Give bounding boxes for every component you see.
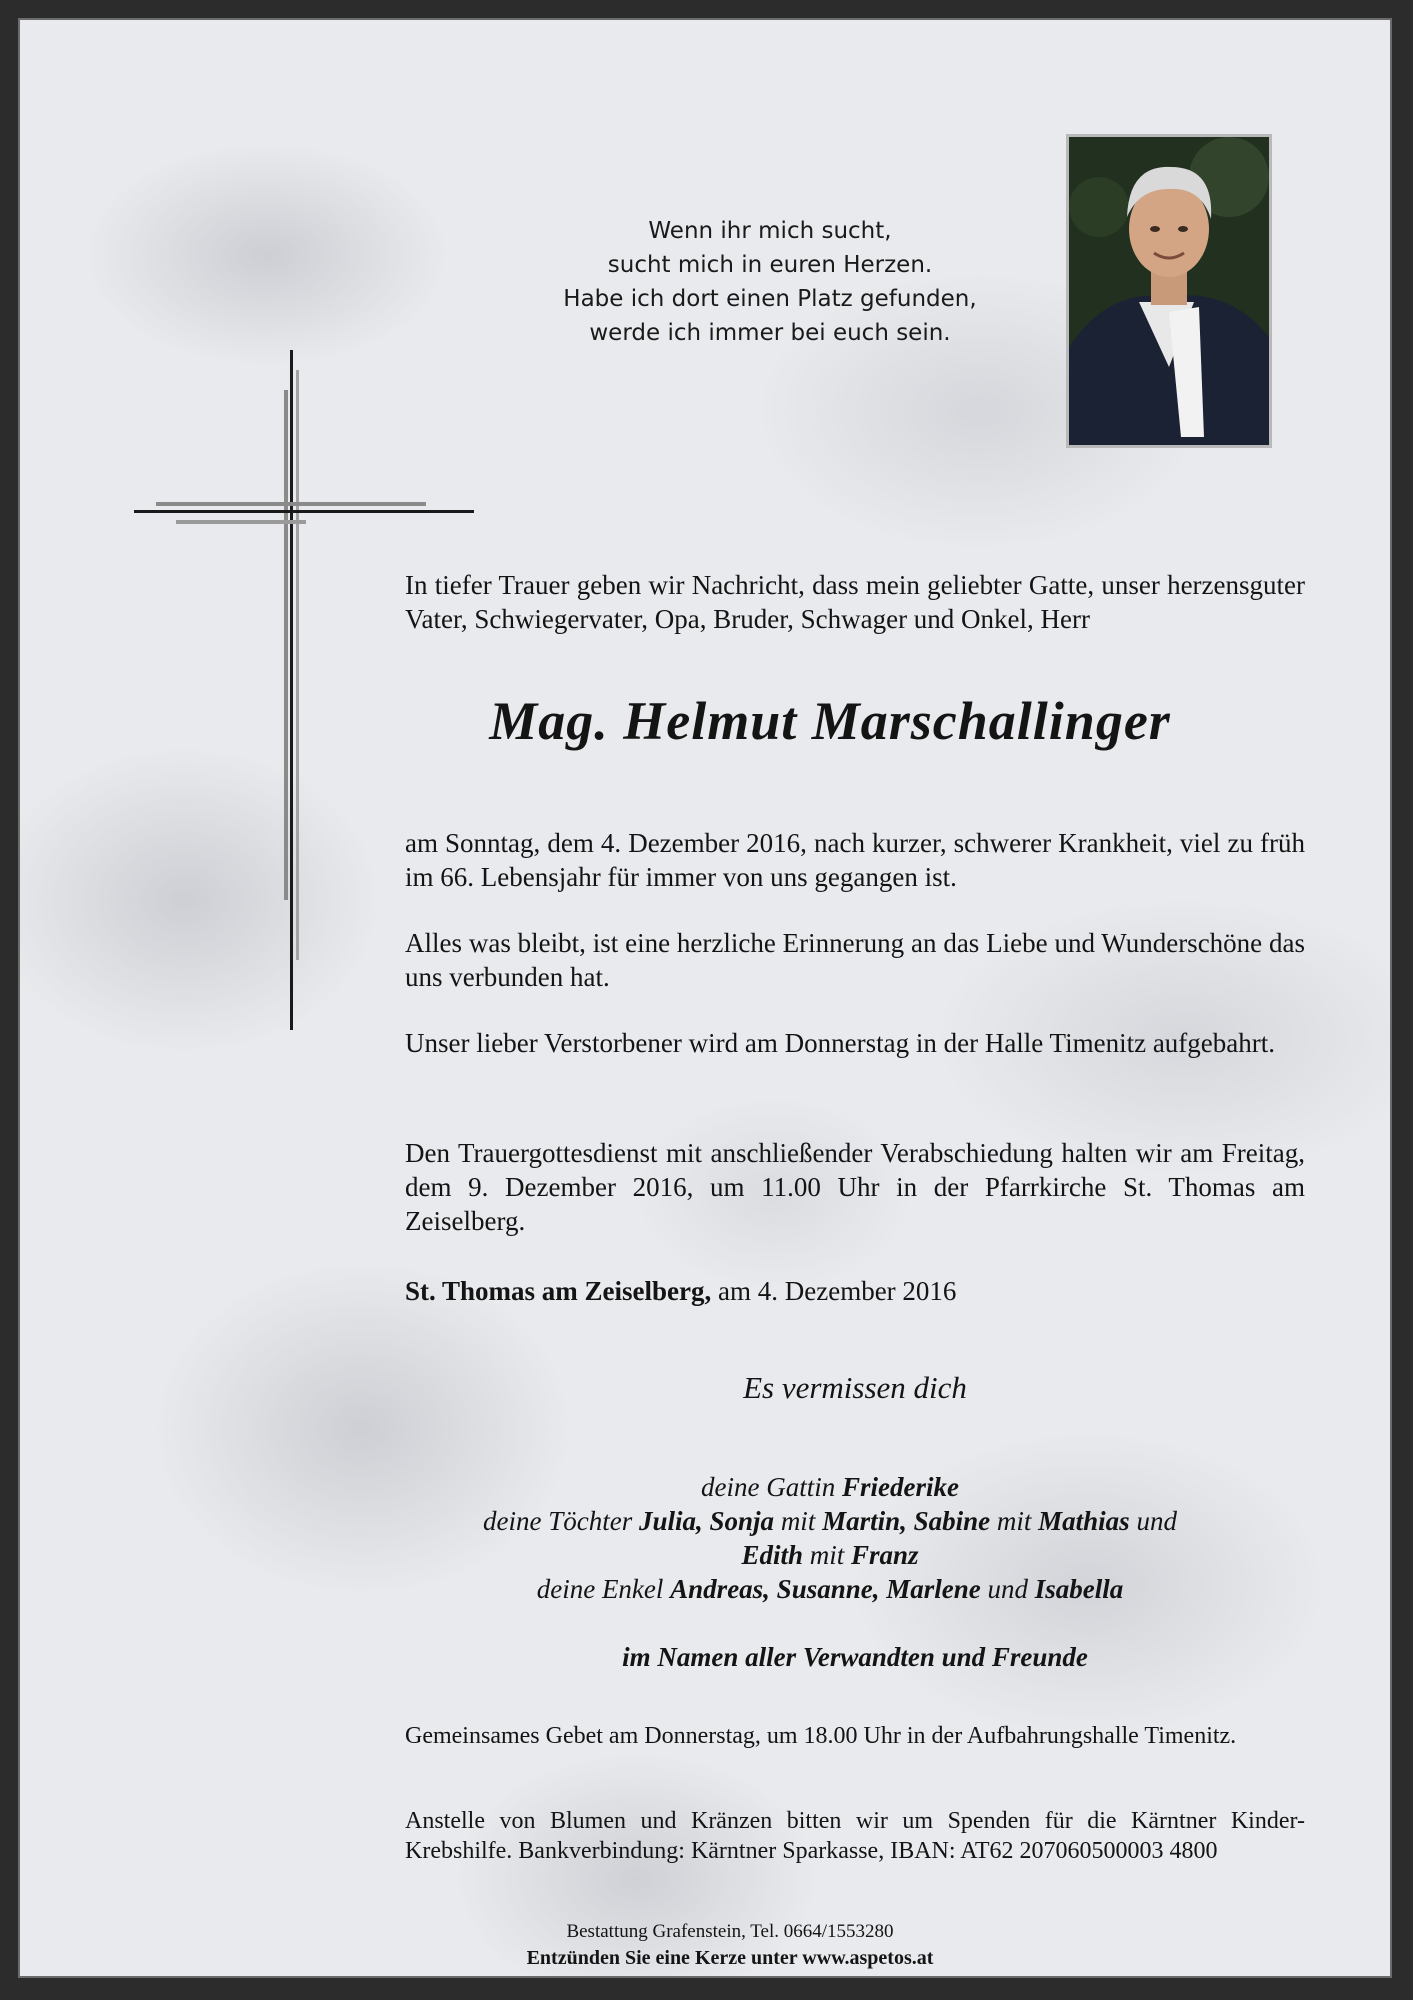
cross-icon xyxy=(116,330,476,1030)
with-word: mit xyxy=(990,1506,1039,1536)
and-word: und xyxy=(980,1574,1035,1604)
daughters-names-1: Julia, Sonja xyxy=(639,1506,775,1536)
with-word: mit xyxy=(774,1506,823,1536)
intro-paragraph: In tiefer Trauer geben wir Nachricht, dass mein geliebter Gatte, unser herzensguter Vater, Schwiegervater, Opa, Bruder, Schwager und Onkel, Herr xyxy=(405,570,1305,634)
and-word: und xyxy=(1129,1506,1177,1536)
laid-out-paragraph: Unser lieber Verstorbener wird am Donnerstag in der Halle Timenitz aufgebahrt. xyxy=(405,1028,1275,1058)
grandchildren-names-1: Andreas, Susanne, Marlene xyxy=(670,1574,981,1604)
wife-name: Friederike xyxy=(842,1472,959,1502)
funeral-home-info: Bestattung Grafenstein, Tel. 0664/1553280 xyxy=(566,1921,894,1942)
footer xyxy=(350,1918,1110,1972)
partner-name-2: Mathias xyxy=(1038,1506,1130,1536)
all-relatives-line: im Namen aller Verwandten und Freunde xyxy=(622,1642,1088,1672)
wife-prefix: deine Gattin xyxy=(701,1472,842,1502)
family-line-daughters xyxy=(350,1504,1310,1538)
grandchildren-prefix: deine Enkel xyxy=(536,1574,671,1604)
family-line-wife xyxy=(350,1470,1310,1504)
portrait-photo xyxy=(1066,134,1272,448)
with-word: mit xyxy=(802,1540,851,1570)
place-name: St. Thomas am Zeiselberg, xyxy=(405,1276,712,1306)
memorial-poem xyxy=(520,214,1020,350)
prayer-paragraph: Gemeinsames Gebet am Donnerstag, um 18.00 Uhr in der Aufbahrungshalle Timenitz. xyxy=(405,1723,1237,1749)
daughter-edith: Edith xyxy=(741,1540,803,1570)
notice-date: am 4. Dezember 2016 xyxy=(711,1276,957,1306)
donation-paragraph: Anstelle von Blumen und Kränzen bitten wir um Spenden für die Kärntner Kinder-Krebshilfe. Bankverbindung: Kärntner Sparkasse, IBAN: AT62 207060500003 4800 xyxy=(405,1808,1305,1864)
daughters-prefix: deine Töchter xyxy=(483,1506,639,1536)
place-date xyxy=(405,1274,1305,1308)
partner-names-1: Martin, Sabine xyxy=(822,1506,991,1536)
candle-link-text: Entzünden Sie eine Kerze unter www.aspetos.at xyxy=(526,1947,934,1969)
grandchildren-name-2: Isabella xyxy=(1034,1574,1124,1604)
poem-line: sucht mich in euren Herzen. xyxy=(607,252,933,278)
missed-by-heading: Es vermissen dich xyxy=(743,1370,967,1405)
family-list xyxy=(350,1470,1310,1606)
service-paragraph: Den Trauergottesdienst mit anschließender Verabschiedung halten wir am Freitag, dem 9. Dezember 2016, um 11.00 Uhr in der Pfarrkirche St. Thomas am Zeiselberg. xyxy=(405,1138,1305,1236)
poem-line: werde ich immer bei euch sein. xyxy=(589,320,951,346)
poem-line: Wenn ihr mich sucht, xyxy=(648,218,892,244)
family-line-grandchildren xyxy=(350,1572,1310,1606)
memory-paragraph: Alles was bleibt, ist eine herzliche Erinnerung an das Liebe und Wunderschöne das uns verbunden hat. xyxy=(405,928,1305,992)
family-line-edith xyxy=(350,1538,1310,1572)
partner-name-3: Franz xyxy=(851,1540,919,1570)
poem-line: Habe ich dort einen Platz gefunden, xyxy=(563,286,977,312)
obituary-page xyxy=(18,18,1392,1978)
death-paragraph: am Sonntag, dem 4. Dezember 2016, nach kurzer, schwerer Krankheit, viel zu früh im 66. Lebensjahr für immer von uns gegangen ist. xyxy=(405,828,1305,892)
deceased-name: Mag. Helmut Marschallinger xyxy=(489,691,1171,751)
portrait-image xyxy=(1069,137,1269,445)
